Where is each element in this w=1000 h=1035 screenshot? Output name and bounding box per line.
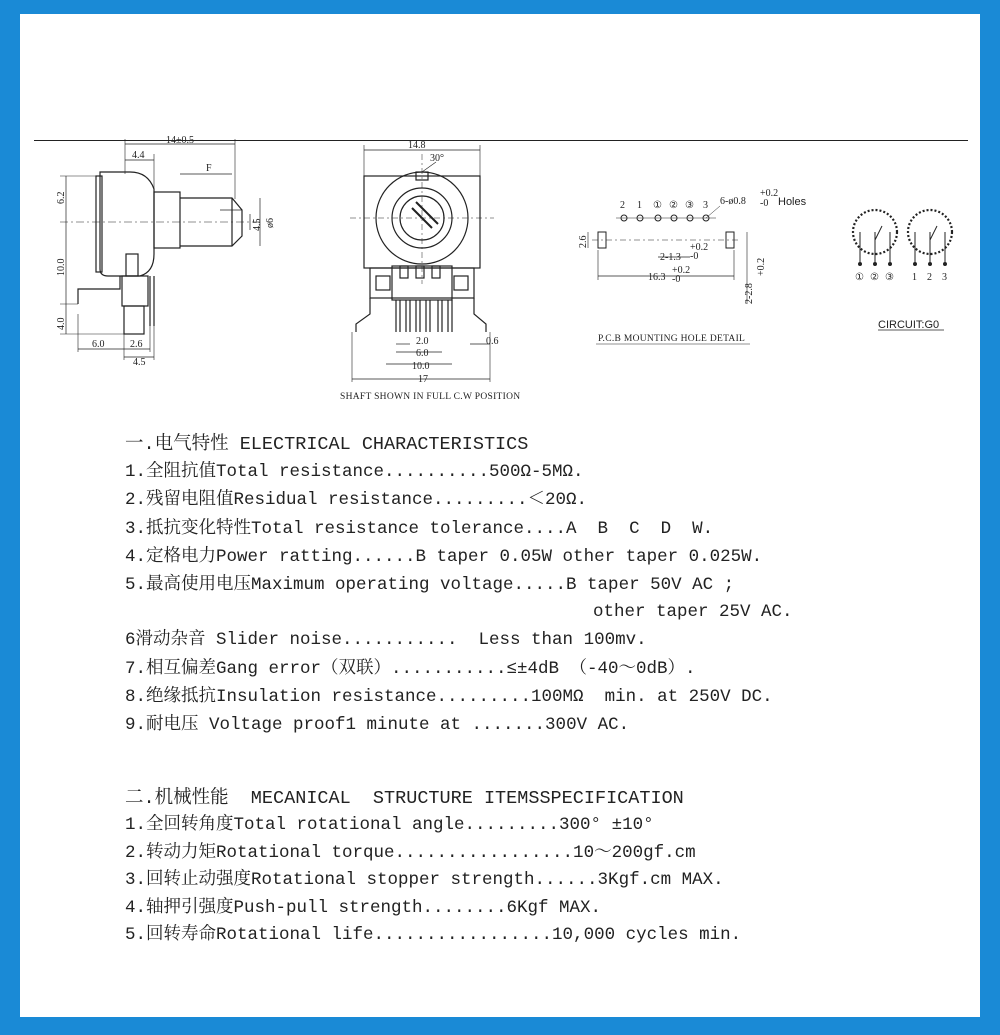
spec-line-continuation: other taper 25V AC. bbox=[593, 602, 793, 623]
pcb-holes-tol: +0.2 bbox=[760, 188, 779, 199]
pcb-pin-label: ③ bbox=[685, 200, 694, 211]
circuit-pin-label: ① bbox=[855, 272, 864, 283]
spec-line: 3.回转止动强度Rotational stopper strength......3Kgf.cm MAX. bbox=[125, 870, 724, 890]
pcb-holes-label: 6-ø0.8 bbox=[720, 196, 746, 207]
circuit-diagram bbox=[853, 210, 952, 266]
circuit-pin-label: ③ bbox=[885, 272, 894, 283]
spec-line: 8.绝缘抵抗Insulation resistance.........100MΩ min. at 250V DC. bbox=[125, 687, 773, 708]
pcb-dim-16-3: 16.3 bbox=[648, 272, 666, 283]
pcb-pin-label: 2 bbox=[620, 200, 625, 211]
pcb-holes-tol-lower: -0 bbox=[760, 198, 769, 209]
dim-6-0-front: 6.0 bbox=[416, 348, 429, 359]
spec-line: 5.最高使用电压Maximum operating voltage.....B taper 50V AC ; bbox=[125, 575, 735, 596]
spec-line: 1.全回转角度Total rotational angle.........300° ±10° bbox=[125, 815, 654, 835]
front-view-caption: SHAFT SHOWN IN FULL C.W POSITION bbox=[340, 392, 521, 402]
mechanical-title: 二.机械性能 MECANICAL STRUCTURE ITEMSSPECIFICATION bbox=[125, 788, 684, 809]
pcb-pin-label: ① bbox=[653, 200, 662, 211]
pcb-pin-label: 3 bbox=[703, 200, 708, 211]
dim-6-2: 6.2 bbox=[56, 191, 67, 204]
circuit-pin-label: 1 bbox=[912, 272, 917, 283]
pcb-pin-label: 1 bbox=[637, 200, 642, 211]
pcb-dim-2-6: 2.6 bbox=[578, 235, 589, 248]
electrical-characteristics bbox=[125, 432, 793, 740]
pcb-tol-upper-2: +0.2 bbox=[672, 265, 691, 276]
side-view bbox=[60, 139, 260, 360]
pcb-holes-suffix: Holes bbox=[778, 196, 807, 208]
dim-17: 17 bbox=[418, 374, 428, 385]
circuit-pin-label: 3 bbox=[942, 272, 947, 283]
pcb-caption: P.C.B MOUNTING HOLE DETAIL bbox=[598, 334, 746, 344]
dim-4-5-base: 4.5 bbox=[133, 357, 146, 368]
pcb-tol-lower-2: -0 bbox=[672, 274, 681, 285]
dim-6-0: 6.0 bbox=[92, 339, 105, 350]
pcb-pin-label: ② bbox=[669, 200, 678, 211]
dim-2-6: 2.6 bbox=[130, 339, 143, 350]
dim-2-0: 2.0 bbox=[416, 336, 429, 347]
dim-4-5-shaft: 4.5 bbox=[252, 218, 263, 231]
circuit-pin-label: ② bbox=[870, 272, 879, 283]
spec-line: 1.全阻抗值Total resistance..........500Ω-5MΩ. bbox=[125, 462, 584, 482]
technical-drawing bbox=[20, 14, 980, 434]
dim-dia6: ø6 bbox=[265, 218, 276, 228]
dim-30deg: 30° bbox=[430, 153, 444, 164]
spec-line: 6滑动杂音 Slider noise........... Less than 100mv. bbox=[125, 630, 647, 651]
pcb-tol-upper-3: +0.2 bbox=[756, 257, 767, 276]
dim-4-4: 4.4 bbox=[132, 150, 145, 161]
spec-line: 2.残留电阻值Residual resistance.........＜20Ω. bbox=[125, 490, 588, 511]
dim-0-6: 0.6 bbox=[486, 336, 499, 347]
spec-line: 5.回转寿命Rotational life.................10,000 cycles min. bbox=[125, 925, 742, 945]
spec-line: 4.定格电力Power ratting......B taper 0.05W other taper 0.025W. bbox=[125, 546, 763, 567]
electrical-title: 一.电气特性 ELECTRICAL CHARACTERISTICS bbox=[125, 434, 529, 455]
mechanical-structure bbox=[125, 786, 741, 950]
spec-line: 7.相互偏差Gang error（双联）...........≤±4dB （-40～0dB）. bbox=[125, 658, 696, 679]
spec-line: 4.轴押引强度Push-pull strength........6Kgf MAX. bbox=[125, 897, 602, 918]
pcb-tol-upper-1: +0.2 bbox=[690, 242, 709, 253]
circuit-label: CIRCUIT:G0 bbox=[878, 319, 940, 331]
dim-14-8: 14.8 bbox=[408, 140, 426, 151]
pcb-dim-2-1-3: 2-1.3 bbox=[660, 252, 681, 263]
circuit-pin-label: 2 bbox=[927, 272, 932, 283]
pcb-tol-lower-1: -0 bbox=[690, 251, 699, 262]
dim-14: 14±0.5 bbox=[166, 135, 194, 146]
spec-line: 9.耐电压 Voltage proof1 minute at .......300V AC. bbox=[125, 715, 630, 736]
dim-f: F bbox=[206, 163, 212, 174]
dim-4-0: 4.0 bbox=[56, 317, 67, 330]
pcb-dim-2-2-8: 2-2.8 bbox=[744, 283, 755, 304]
spec-line: 2.转动力矩Rotational torque.................10～200gf.cm bbox=[125, 842, 696, 863]
dim-10: 10.0 bbox=[56, 258, 67, 276]
dim-10-0-front: 10.0 bbox=[412, 361, 430, 372]
datasheet-page bbox=[20, 14, 980, 1017]
spec-line: 3.抵抗变化特性Total resistance tolerance....A B C D W. bbox=[125, 518, 714, 539]
